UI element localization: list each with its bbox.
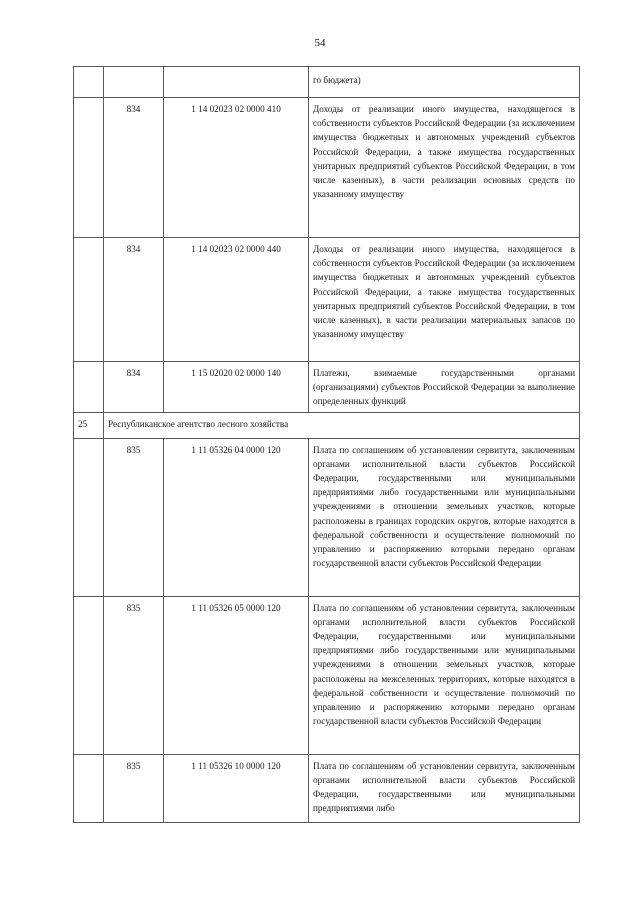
- table-row: [74, 754, 580, 822]
- admin-code-cell: 834: [104, 98, 164, 238]
- admin-code-cell: 835: [104, 754, 164, 822]
- revenue-name-cell: Доходы от реализации иного имущества, находящегося в собственности субъектов Российской Федерации (за исключением имущества бюджетных и автономных учреждений субъектов Российской Федерации, а также имущества государственных унитарных предприятий субъектов Российской Федерации, в том числе казенных), в части реализации основных средств по указанному имуществу: [309, 98, 580, 238]
- admin-code-cell: 834: [104, 362, 164, 413]
- table-row: [74, 67, 580, 98]
- table-row: [74, 596, 580, 754]
- revenue-code-cell: [164, 67, 309, 98]
- admin-code-cell: [104, 67, 164, 98]
- revenue-code-cell: 1 11 05326 04 0000 120: [164, 438, 309, 596]
- revenue-code-cell: 1 11 05326 05 0000 120: [164, 596, 309, 754]
- row-number-cell: [74, 362, 104, 413]
- revenue-code-cell: 1 14 02023 02 0000 410: [164, 98, 309, 238]
- admin-code-cell: 835: [104, 596, 164, 754]
- table-row: [74, 362, 580, 413]
- row-number-cell: [74, 67, 104, 98]
- revenue-code-cell: 1 14 02023 02 0000 440: [164, 238, 309, 362]
- section-header-row: [74, 412, 580, 438]
- revenue-name-cell: Плата по соглашениям об установлении сервитута, заключенным органами исполнительной власти субъектов Российской Федерации, государственными или муниципальными предприятиями либо государственными или муниципальными учреждениями в отношении земельных участков, которые расположены в границах городских округов, которые находятся в федеральной собственности и осуществление полномочий по управлению и распоряжению которыми передано органам государственной власти субъектов Российской Федерации: [309, 438, 580, 596]
- revenue-code-cell: 1 11 05326 10 0000 120: [164, 754, 309, 822]
- row-number-cell: [74, 754, 104, 822]
- row-number-cell: [74, 596, 104, 754]
- page-number: 54: [314, 37, 326, 49]
- revenue-name-cell: Плата по соглашениям об установлении сервитута, заключенным органами исполнительной власти субъектов Российской Федерации, государственными или муниципальными предприятиями либо государственными или муниципальными учреждениями в отношении земельных участков, которые расположены на межселенных территориях, которые находятся в федеральной собственности и осуществление полномочий по управлению и распоряжению которыми передано органам государственной власти субъектов Российской Федерации: [309, 596, 580, 754]
- row-number-cell: [74, 438, 104, 596]
- section-number: 25: [74, 412, 104, 438]
- section-title: Республиканское агентство лесного хозяйства: [104, 412, 580, 438]
- admin-code-cell: 834: [104, 238, 164, 362]
- table-row: [74, 238, 580, 362]
- table-row: [74, 98, 580, 238]
- revenue-name-cell: Доходы от реализации иного имущества, находящегося в собственности субъектов Российской Федерации (за исключением имущества бюджетных и автономных учреждений субъектов Российской Федерации, а также имущества государственных унитарных предприятий субъектов Российской Федерации, в том числе казенных), в части реализации материальных запасов по указанному имуществу: [309, 238, 580, 362]
- table-row: [74, 438, 580, 596]
- revenue-code-cell: 1 15 02020 02 0000 140: [164, 362, 309, 413]
- row-number-cell: [74, 98, 104, 238]
- admin-code-cell: 835: [104, 438, 164, 596]
- row-number-cell: [74, 238, 104, 362]
- revenue-name-cell: Платежи, взимаемые государственными органами (организациями) субъектов Российской Федерации за выполнение определенных функций: [309, 362, 580, 413]
- revenue-name-cell: Плата по соглашениям об установлении сервитута, заключенным органами исполнительной власти субъектов Российской Федерации, государственными или муниципальными предприятиями либо: [309, 754, 580, 822]
- revenue-codes-table: [73, 66, 580, 823]
- revenue-name-cell: го бюджета): [309, 67, 580, 98]
